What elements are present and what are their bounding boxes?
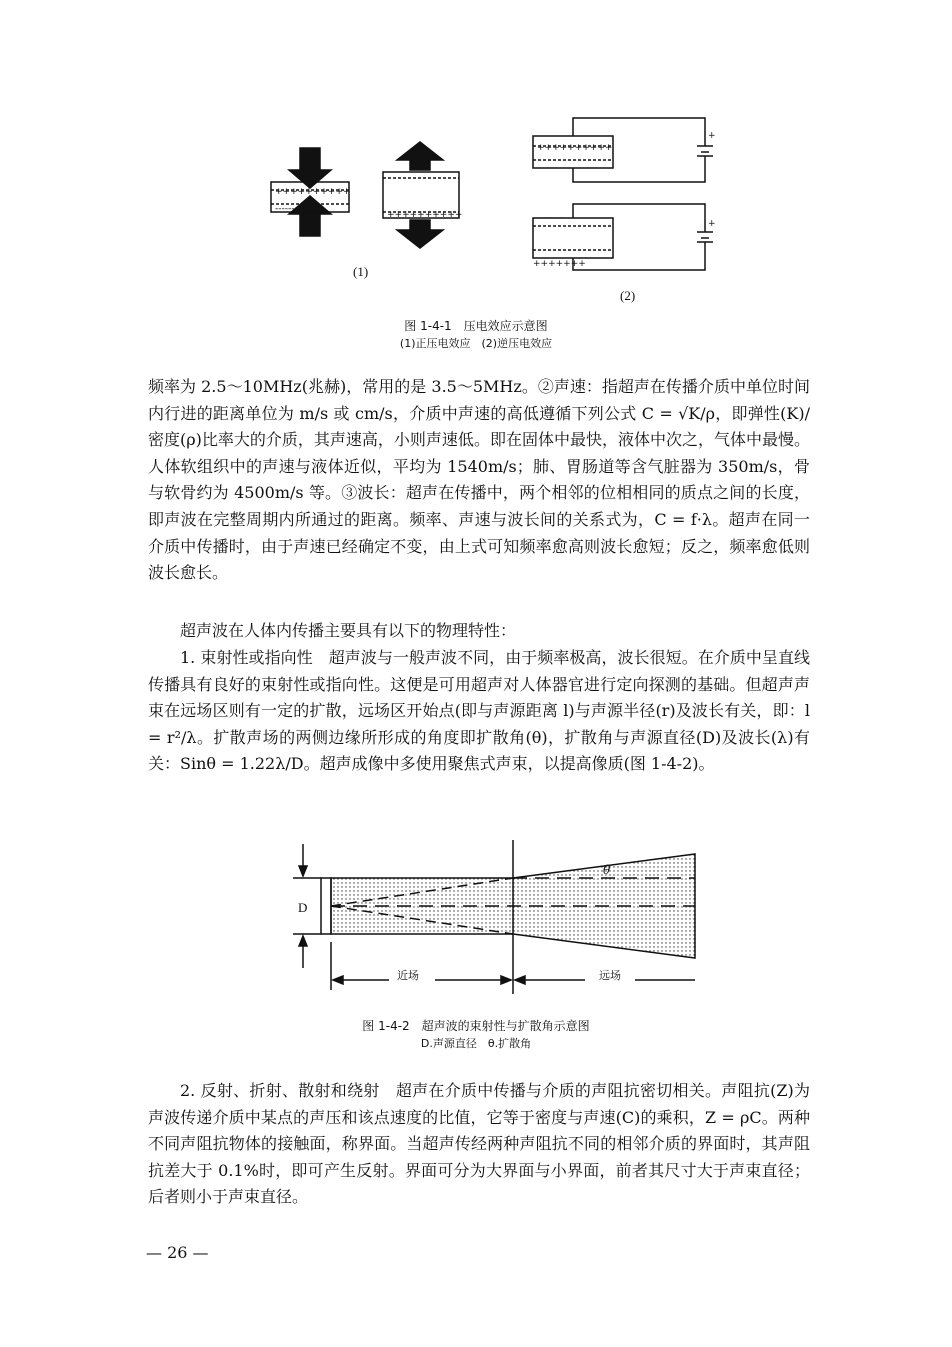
near-field-label: 近场 xyxy=(397,969,419,982)
figure1-subcaption: (1)正压电效应 (2)逆压电效应 xyxy=(399,337,553,350)
figure2-subcaption: D.声源直径 θ.扩散角 xyxy=(420,1037,532,1050)
svg-text:+++++++: +++++++ xyxy=(533,259,586,269)
paragraph-sound-speed: 频率为 2.5～10MHz(兆赫)，常用的是 3.5～5MHz。②声速：指超声在传播介质中单位时间内行进的距离单位为 m/s 或 cm/s，介质中声速的高低遵循下列公式 C = √K/ρ，即弹性(K)/密度(ρ)比率大的介质，其声速高，小则声速低。即在固体中最快，液体中次之，气体中最慢。人体软组织中的声速与液体近似，平均为 1540m/s；肺、胃肠道等含气脏器为 350m/s，骨与软骨约为 4500m/s 等。③波长：超声在传播中，两个相邻的位相相同的质点之间的长度，即声波在完整周期内所通过的距离。频率、声速与波长间的关系式为，C = f·λ。超声在同一介质中传播时，由于声速已经确定不变，由上式可知频率愈高则波长愈短；反之，频率愈低则波长愈长。 xyxy=(148,377,810,583)
svg-text:+: + xyxy=(708,219,716,229)
figure1-caption: 图 1-4-1 压电效应示意图 xyxy=(404,319,548,333)
svg-text:++++++++++: ++++++++++ xyxy=(537,143,613,153)
svg-text:++++++++++: ++++++++++ xyxy=(387,210,463,220)
beam-divergence-figure xyxy=(285,834,715,994)
page-number: — 26 — xyxy=(146,1243,209,1262)
beam-divergence-diagram xyxy=(285,834,715,994)
figure-label-2: (2) xyxy=(620,288,636,303)
piezoelectric-figure xyxy=(255,108,735,308)
theta-label: θ xyxy=(603,863,611,877)
far-field-label: 远场 xyxy=(599,969,621,982)
diameter-label: D xyxy=(298,900,308,915)
figure2-caption: 图 1-4-2 超声波的束射性与扩散角示意图 xyxy=(362,1019,590,1033)
figure-label-1: (1) xyxy=(353,264,369,279)
paragraph-reflection: 2. 反射、折射、散射和绕射 超声在介质中传播与介质的声阻抗密切相关。声阻抗(Z)为声波传递介质中某点的声压和该点速度的比值，它等于密度与声速(C)的乘积，Z = ρC。两种不同声阻抗物体的接触面，称界面。当超声传经两种声阻抗不同的相邻介质的界面时，其声阻抗差大于 0.1%时，即可产生反射。界面可分为大界面与小界面，前者其尺寸大于声束直径；后者则小于声束直径。 xyxy=(148,1081,810,1207)
svg-text:+: + xyxy=(708,131,716,141)
piezoelectric-diagram xyxy=(255,108,735,308)
paragraph-properties-intro: 超声波在人体内传播主要具有以下的物理特性： xyxy=(180,621,517,640)
svg-text:----------: ---------- xyxy=(275,204,308,214)
svg-text:----------: ---------- xyxy=(533,213,566,223)
svg-text:++++++++++: ++++++++++ xyxy=(275,187,351,197)
paragraph-directivity: 1. 束射性或指向性 超声波与一般声波不同，由于频率极高，波长很短。在介质中呈直线传播具有良好的束射性或指向性。这便是可用超声对人体器官进行定向探测的基础。但超声声束在远场区则有一定的扩散，远场区开始点(即与声源距离 l)与声源半径(r)及波长有关，即：l = r²/λ。扩散声场的两侧边缘所形成的角度即扩散角(θ)，扩散角与声源直径(D)及波长(λ)有关：Sinθ = 1.22λ/D。超声成像中多使用聚焦式声束，以提高像质(图 1-4-2)。 xyxy=(148,648,810,774)
